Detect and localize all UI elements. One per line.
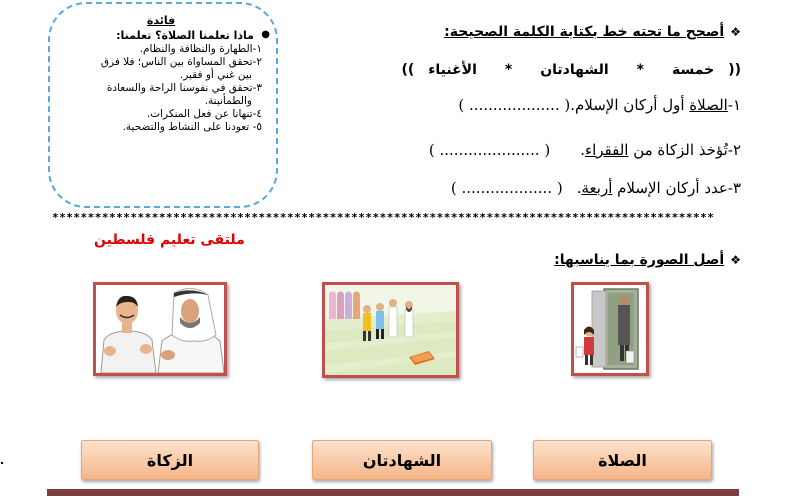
- answer-shahadatan-button[interactable]: الشهادتان: [312, 440, 492, 480]
- question-text: أول أركان الإسلام.: [570, 96, 690, 114]
- question-number: ٣-: [727, 179, 741, 197]
- question-underlined-word: الفقراء: [585, 141, 629, 159]
- info-line: ٤-تنهانا عن فعل المنكرات.: [146, 108, 262, 120]
- question-number: ٢-: [727, 141, 741, 159]
- question-3: [281, 179, 741, 197]
- info-line: والطمأنينة.: [204, 95, 252, 107]
- info-title: فائدة: [146, 14, 176, 27]
- word-bank-open: ((: [728, 62, 741, 78]
- star-divider: *********************************************************************************************: [52, 212, 715, 224]
- charity-illustration: [574, 285, 646, 373]
- info-line: ٣-تحقق في نفوسنا الراحة والسعادة: [106, 82, 262, 94]
- info-box: [48, 2, 278, 208]
- picture-gathering[interactable]: [322, 282, 459, 378]
- section1-title: [301, 24, 741, 40]
- info-question: [60, 29, 270, 42]
- info-line: ٢-تحقق المساواة بين الناس؛ فلا فرق: [100, 56, 262, 68]
- question-underlined-word: الصلاة: [689, 96, 728, 114]
- question-number: ١-: [727, 96, 741, 114]
- question-text: .: [580, 141, 586, 159]
- word-bank-word: خمسة: [671, 62, 715, 78]
- info-line: ٥- تعودنا على النشاط والتضحية.: [122, 121, 262, 133]
- section2-title: [441, 252, 741, 268]
- section2-title-text: أصل الصورة بما يناسبها:: [554, 252, 725, 268]
- answer-zakat-button[interactable]: الزكاة: [81, 440, 259, 480]
- question-2: [281, 141, 741, 159]
- word-bank-word: الشهادتان: [540, 62, 609, 78]
- info-line: بين غني أو فقير.: [179, 69, 252, 81]
- word-bank-separator: *: [636, 62, 644, 78]
- picture-charity[interactable]: [571, 282, 649, 376]
- section1-title-text: أصحح ما تحته خط بكتابة الكلمة الصحيحة:: [444, 24, 725, 40]
- answer-blank[interactable]: ( ..................... ): [428, 141, 551, 159]
- word-bank-close: )): [401, 62, 415, 78]
- forum-name: ملتقى تعليم فلسطين: [94, 232, 245, 248]
- gathering-illustration: [325, 285, 456, 375]
- word-bank: [321, 62, 741, 78]
- answer-blank[interactable]: ( ................... ): [450, 179, 563, 197]
- stray-dot: [1, 462, 3, 464]
- picture-two-men[interactable]: [93, 282, 227, 376]
- two-men-illustration: [96, 285, 224, 373]
- question-1: [281, 96, 741, 114]
- diamond-bullet-icon: ❖: [730, 25, 741, 39]
- word-bank-word: الأغنياء: [428, 62, 477, 78]
- question-underlined-word: أربعة: [581, 179, 613, 197]
- word-bank-separator: *: [504, 62, 513, 78]
- diamond-bullet-icon: ❖: [730, 253, 741, 267]
- question-text: تُؤخذ الزكاة من: [628, 141, 728, 159]
- info-line: ١-الطهارة والنظافة والنظام.: [139, 43, 262, 55]
- bottom-border: [47, 489, 739, 496]
- answer-salah-button[interactable]: الصلاة: [533, 440, 712, 480]
- question-text: عدد أركان الإسلام: [612, 179, 728, 197]
- info-question-text: ماذا تعلمنا الصلاة؟ تعلمنا:: [116, 29, 254, 42]
- question-text: .: [576, 179, 582, 197]
- answer-blank[interactable]: ( ................... ): [458, 96, 571, 114]
- bullet-icon: ●: [261, 29, 270, 40]
